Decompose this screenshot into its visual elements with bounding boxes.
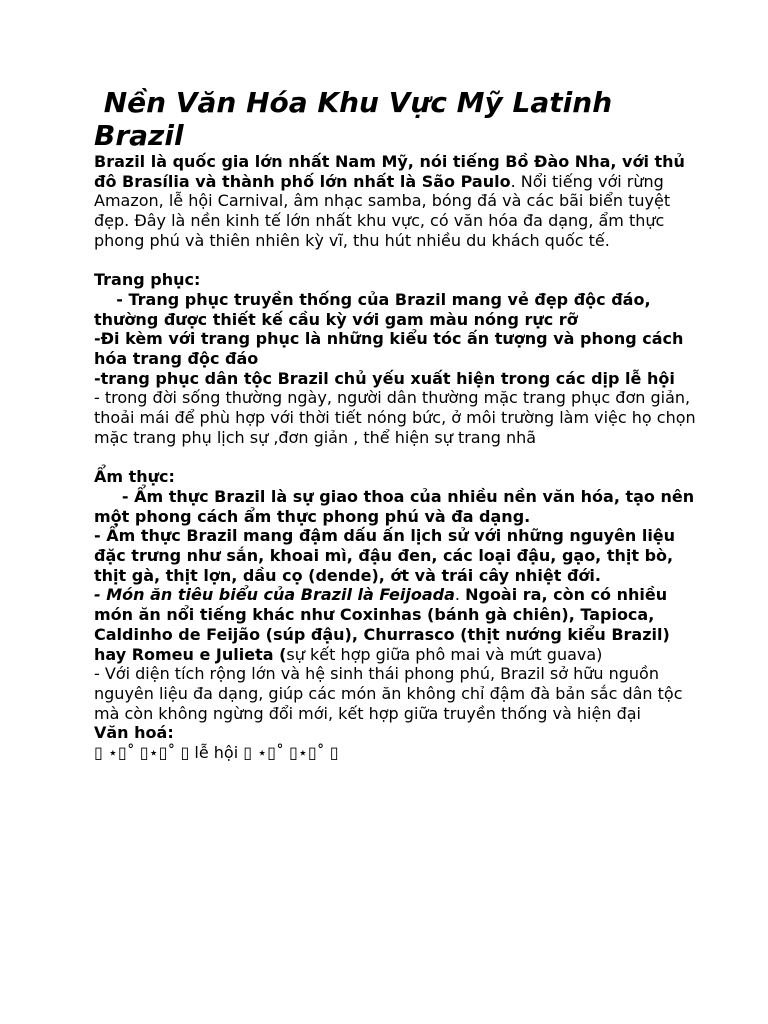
title-line-1: Nền Văn Hóa Khu Vực Mỹ Latinh bbox=[94, 86, 613, 119]
clothing-item-3: -trang phục dân tộc Brazil chủ yếu xuất hiện trong các dịp lễ hội bbox=[94, 368, 675, 388]
intro-bold: Brazil là quốc gia lớn nhất Nam Mỹ, nói tiếng Bồ Đào Nha, với thủ đô Brasília và thành phố lớn nhất là São Paulo bbox=[94, 152, 685, 191]
cuisine-item-1: - Ẩm thực Brazil là sự giao thoa của nhiều nền văn hóa, tạo nên một phong cách ẩm thực phong phú và đa dạng. bbox=[94, 486, 700, 526]
clothing-heading: Trang phục: bbox=[94, 270, 201, 290]
spacer bbox=[94, 448, 704, 468]
cuisine-item-2: - Ẩm thực Brazil mang đậm dấu ấn lịch sử với những nguyên liệu đặc trưng như sắn, khoai mì, đậu đen, các loại đậu, gạo, thịt bò, thịt gà, thịt lợn, dầu cọ (dende), ớt và trái cây nhiệt đới. bbox=[94, 526, 676, 585]
cuisine-item-3-normal: . bbox=[454, 585, 466, 605]
culture-line: ▯ ⋆▯˚ ▯⋆▯˚ ▯ lễ hội ▯ ⋆▯˚ ▯⋆▯˚ ▯ bbox=[94, 743, 339, 763]
document-page bbox=[94, 86, 704, 763]
cuisine-heading: Ẩm thực: bbox=[94, 467, 175, 487]
clothing-item-4: - trong đời sống thường ngày, người dân thường mặc trang phục đơn giản, thoải mái để phù hợp với thời tiết nóng bức, ở môi trường làm việc họ chọn mặc trang phụ lịch sự ,đơn giản , thể hiện sự trang nhã bbox=[94, 388, 696, 447]
clothing-item-2: -Đi kèm với trang phục là những kiểu tóc ấn tượng và phong cách hóa trang độc đáo bbox=[94, 329, 684, 369]
clothing-item-1: - Trang phục truyền thống của Brazil mang vẻ đẹp độc đáo, thường được thiết kế cầu kỳ với gam màu nóng rực rỡ bbox=[94, 289, 657, 329]
title-line-2: Brazil bbox=[94, 119, 184, 152]
cuisine-item-3-bold-italic: - Món ăn tiêu biểu của Brazil là Feijoada bbox=[94, 585, 455, 605]
cuisine-item-3-tail: sự kết hợp giữa phô mai và mứt guava) bbox=[286, 644, 603, 664]
intro-paragraph bbox=[94, 152, 704, 251]
cuisine-item-4: - Với diện tích rộng lớn và hệ sinh thái phong phú, Brazil sở hữu nguồn nguyên liệu đa dạng, giúp các món ăn không chỉ đậm đà bản sắc dân tộc mà còn không ngừng đổi mới, kết hợp giữa truyền thống và hiện đại bbox=[94, 664, 683, 723]
document-title bbox=[94, 86, 704, 152]
culture-heading: Văn hoá: bbox=[94, 723, 174, 743]
intro-normal: . Nổi tiếng với rừng Amazon, lễ hội Carnival, âm nhạc samba, bóng đá và các bãi biển tuyệt đẹp. Đây là nền kinh tế lớn nhất khu vực, có văn hóa đa dạng, ẩm thực phong phú và thiên nhiên kỳ vĩ, thu hút nhiều du khách quốc tế. bbox=[94, 171, 671, 250]
spacer bbox=[94, 251, 704, 271]
cuisine-item-3-bold: Ngoài ra, còn có nhiều món ăn nổi tiếng khác như Coxinhas (bánh gà chiên), Tapioca, Caldinho de Feijão (súp đậu), Churrasco (thịt nướng kiểu Brazil) hay Romeu e Julieta ( bbox=[94, 585, 670, 664]
cuisine-item-3 bbox=[94, 585, 704, 664]
